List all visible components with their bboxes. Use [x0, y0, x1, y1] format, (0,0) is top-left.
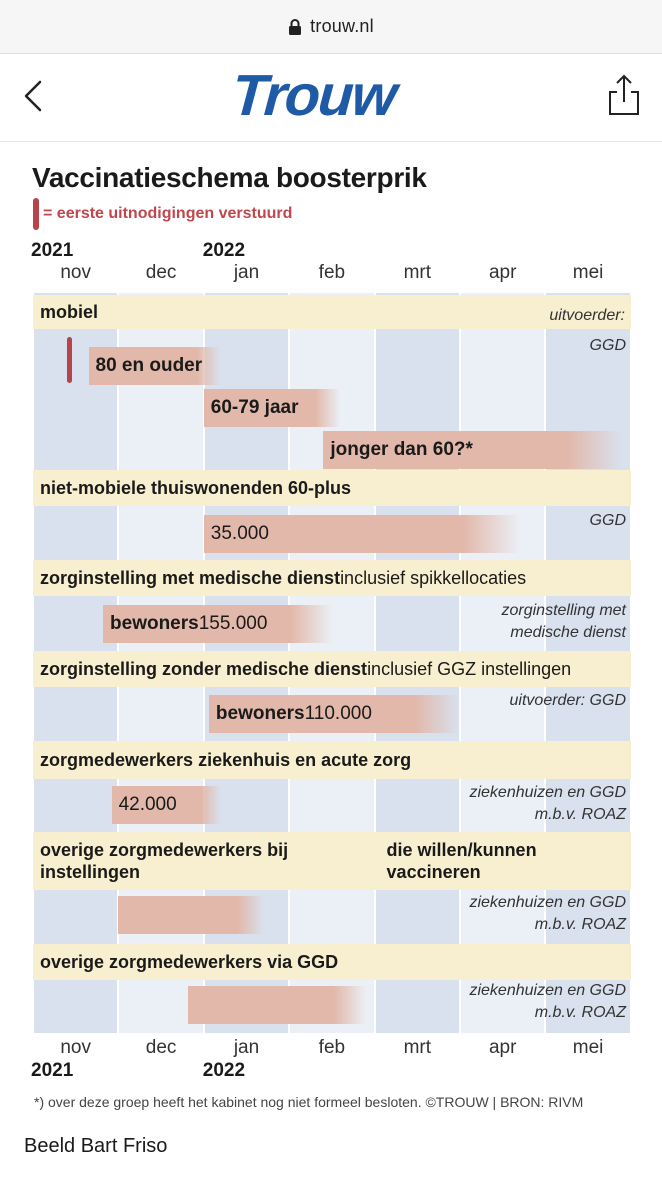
executor-label-0: GGD — [589, 337, 626, 354]
month-label-bottom-mei: mei — [572, 1037, 604, 1058]
month-label-bottom-apr: apr — [488, 1037, 517, 1058]
schedule-bar-0-2: jonger dan 60?* — [323, 431, 622, 469]
year-label-bottom-2022: 2022 — [202, 1060, 246, 1081]
executor-label-2: zorginstelling met medische dienst — [501, 602, 626, 641]
trouw-logo[interactable]: Trouw — [229, 63, 398, 128]
executor-label-4: ziekenhuizen en GGD m.b.v. ROAZ — [469, 784, 626, 823]
app-header — [0, 54, 662, 142]
group-band-3: zorginstelling zonder medische dienst inclusief GGZ instellingen — [33, 651, 631, 687]
legend-label: = eerste uitnodigingen verstuurd — [43, 205, 293, 222]
executor-label-3: uitvoerder: GGD — [509, 692, 626, 709]
group-band-2: zorginstelling met medische dienst inclusief spikkellocaties — [33, 560, 631, 596]
month-label-bottom-dec: dec — [145, 1037, 177, 1058]
month-label-bottom-feb: feb — [318, 1037, 346, 1058]
month-label-top-jan: jan — [233, 262, 260, 283]
schedule-bar-0-1: 60-79 jaar — [204, 389, 341, 427]
executor-header: uitvoerder: — [549, 307, 625, 324]
schedule-bar-4-0: 42.000 — [112, 786, 221, 824]
browser-url-bar[interactable] — [0, 0, 662, 54]
schedule-bar-6-0 — [188, 986, 366, 1024]
month-label-top-apr: apr — [488, 262, 517, 283]
chevron-left-icon[interactable] — [18, 76, 52, 116]
month-label-top-nov: nov — [60, 262, 91, 283]
group-band-5: overige zorgmedewerkers bij instellingen die willen/kunnen vaccineren — [33, 832, 631, 890]
url-text[interactable]: trouw.nl — [310, 16, 374, 36]
schedule-bar-5-0 — [118, 896, 263, 934]
group-band-1: niet-mobiele thuiswonenden 60-plus — [33, 470, 631, 506]
month-label-bottom-jan: jan — [233, 1037, 260, 1058]
year-label-top-2022: 2022 — [202, 240, 246, 261]
share-icon[interactable] — [604, 72, 644, 118]
invite-start-mark — [67, 337, 72, 383]
year-label-bottom-2021: 2021 — [31, 1060, 74, 1081]
schedule-bar-2-0: bewoners 155.000 — [103, 605, 332, 643]
chart-title: Vaccinatieschema boosterprik — [32, 162, 427, 193]
legend-invite-mark — [33, 198, 39, 230]
chart-legend — [33, 198, 292, 230]
executor-label-1: GGD — [589, 512, 626, 529]
chart-footnote: *) over deze groep heeft het kabinet nog niet formeel besloten. ©TROUW | BRON: RIVM — [34, 1094, 584, 1110]
month-label-top-mei: mei — [572, 262, 604, 283]
month-label-top-mrt: mrt — [403, 262, 432, 283]
schedule-bar-1-0: 35.000 — [204, 515, 520, 553]
group-band-4: zorgmedewerkers ziekenhuis en acute zorg — [33, 741, 631, 779]
month-label-top-feb: feb — [318, 262, 346, 283]
lock-icon — [288, 19, 302, 35]
image-credit: Beeld Bart Friso — [24, 1135, 168, 1157]
month-label-bottom-mrt: mrt — [403, 1037, 432, 1058]
month-label-top-dec: dec — [145, 262, 177, 283]
executor-label-6: ziekenhuizen en GGD m.b.v. ROAZ — [469, 982, 626, 1021]
schedule-bar-0-0: 80 en ouder — [89, 347, 221, 385]
executor-label-5: ziekenhuizen en GGD m.b.v. ROAZ — [469, 894, 626, 933]
month-label-bottom-nov: nov — [60, 1037, 91, 1058]
year-label-top-2021: 2021 — [31, 240, 74, 261]
group-band-6: overige zorgmedewerkers via GGD — [33, 944, 631, 980]
group-band-0: mobiel uitvoerder: — [33, 295, 631, 329]
schedule-bar-3-0: bewoners 110.000 — [209, 695, 460, 733]
